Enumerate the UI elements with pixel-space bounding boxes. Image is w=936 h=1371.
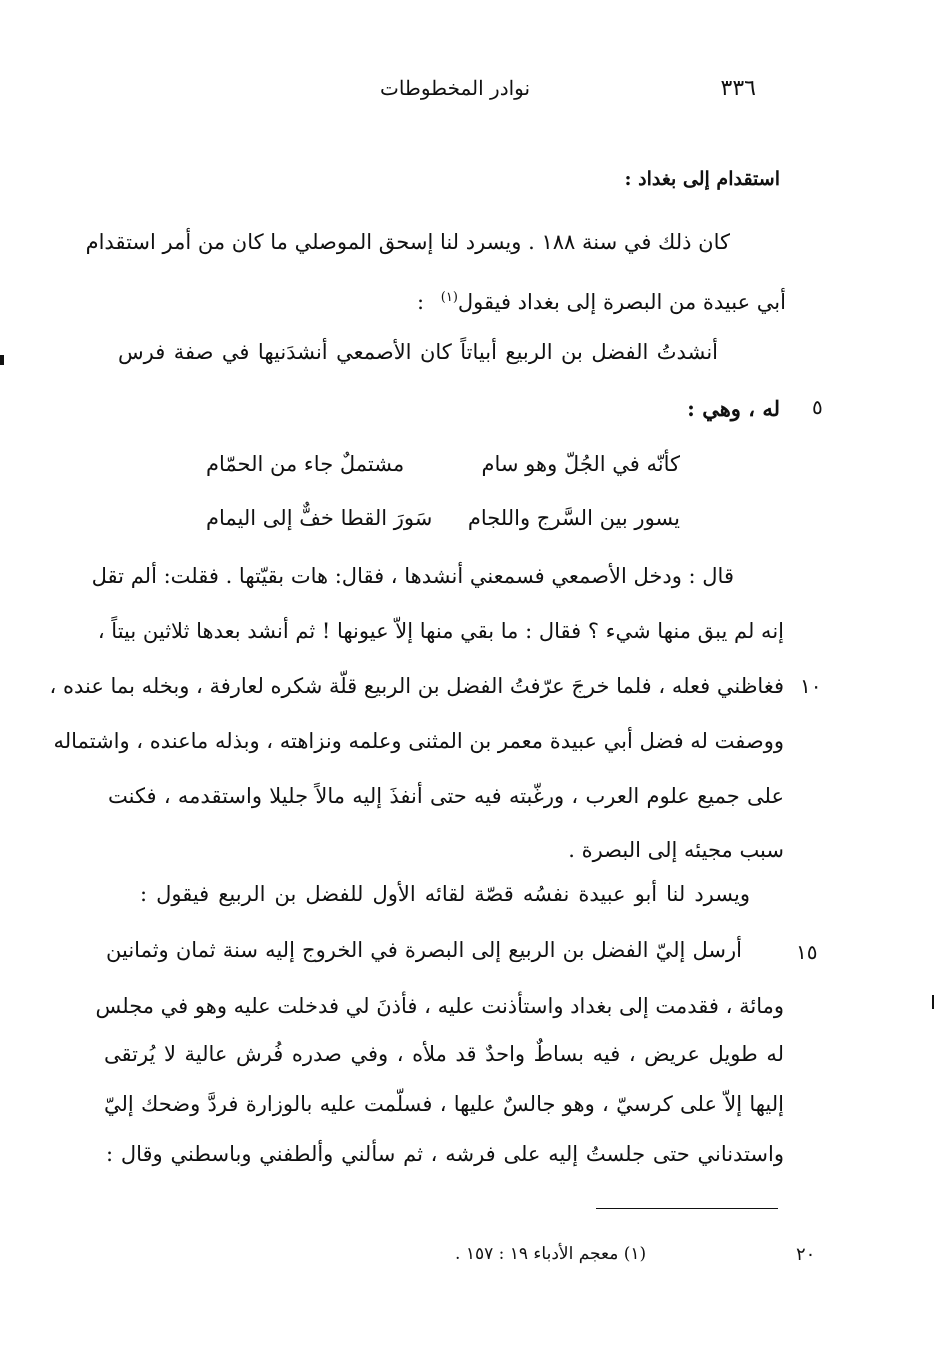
paragraph-text: : (416, 290, 425, 314)
page-number: ٣٣٦ (720, 76, 756, 101)
paragraph-line: على جميع علوم العرب ، ورغّبته فيه حتى أنفذَ إليه مالاً جليلا واستقدمه ، فكنت (108, 784, 784, 808)
paragraph-text: أبي عبيدة من البصرة إلى بغداد فيقول (457, 290, 786, 314)
paragraph-line: ووصفت له فضل أبي عبيدة معمر بن المثنى وعلمه ونزاهته ، وبذله ماعنده ، واشتماله (53, 729, 784, 753)
paragraph-line: قال : ودخل الأصمعي فسمعني أنشدها ، فقال: هات بقيّتها . فقلت: ألم تقل (91, 564, 734, 588)
verse-second-half: مشتملٌ جاء من الحمّام (206, 452, 405, 476)
paragraph-line: له ، وهي : (687, 396, 780, 421)
paragraph-line: كان ذلك في سنة ١٨٨ . ويسرد لنا إسحق الموصلي ما كان من أمر استقدام (85, 230, 730, 254)
paragraph-line: أرسل إليّ الفضل بن الربيع إلى البصرة في الخروج إليه سنة ثمان وثمانين (106, 938, 742, 962)
footnote-separator (596, 1208, 778, 1209)
paragraph-line: ومائة ، فقدمت إلى بغداد واستأذنت عليه ، فأذنَ لي فدخلت عليه وهو في مجلس (95, 994, 784, 1018)
line-number: ١٠ (800, 674, 822, 698)
paragraph-line: فغاظني فعله ، فلما خرجَ عرّفتُ الفضل بن الربيع قلّة شكره لعارفة ، وبخله بما عنده ، (49, 674, 784, 698)
line-number: ٢٠ (796, 1244, 816, 1265)
paragraph-line: ويسرد لنا أبو عبيدة نفسُه قصّة لقائه الأول للفضل بن الربيع فيقول : (140, 882, 750, 906)
paragraph-line: إنه لم يبق منها شيء ؟ فقال : ما بقي منها إلاّ عيونها ! ثم أنشد بعدها ثلاثين بيتاً ، (97, 619, 784, 643)
verse-first-half: يسور بين السَّرج واللجام (467, 506, 680, 530)
running-title: نوادر المخطوطات (380, 76, 531, 100)
footnote-text: (١) معجم الأدباء ١٩ : ١٥٧ . (455, 1244, 647, 1264)
line-number: ٥ (812, 395, 823, 419)
verse-second-half: سَورَ القطا خفٌّ إلى اليمام (206, 506, 433, 530)
paragraph-line (417, 284, 786, 316)
scan-mark (0, 355, 4, 365)
paragraph-line: واستدناني حتى جلستُ إليه على فرشه ، ثم سألني وألطفني وباسطني وقال : (106, 1142, 784, 1166)
paragraph-line: له طويل عريض ، فيه بساطٌ واحدٌ قد ملأه ، وفي صدره فُرش عالية لا يُرتقى (104, 1042, 784, 1066)
section-heading: استقدام إلى بغداد : (624, 168, 780, 190)
paragraph-line: إليها إلاّ على كرسيّ ، وهو جالسٌ عليها ، فسلّمت عليه بالوزارة فردَّ وضحك إليّ (104, 1092, 784, 1116)
line-number: ١٥ (796, 940, 818, 964)
paragraph-line: سبب مجيئه إلى البصرة . (568, 838, 784, 862)
footnote-reference: (١) (440, 290, 458, 305)
paragraph-line: أنشدتُ الفضل بن الربيع أبياتاً كان الأصمعي أنشدَنيها في صفة فرس (118, 340, 718, 364)
verse-first-half: كأنّه في الجُلّ وهو سام (481, 452, 680, 476)
scan-mark (932, 995, 934, 1009)
